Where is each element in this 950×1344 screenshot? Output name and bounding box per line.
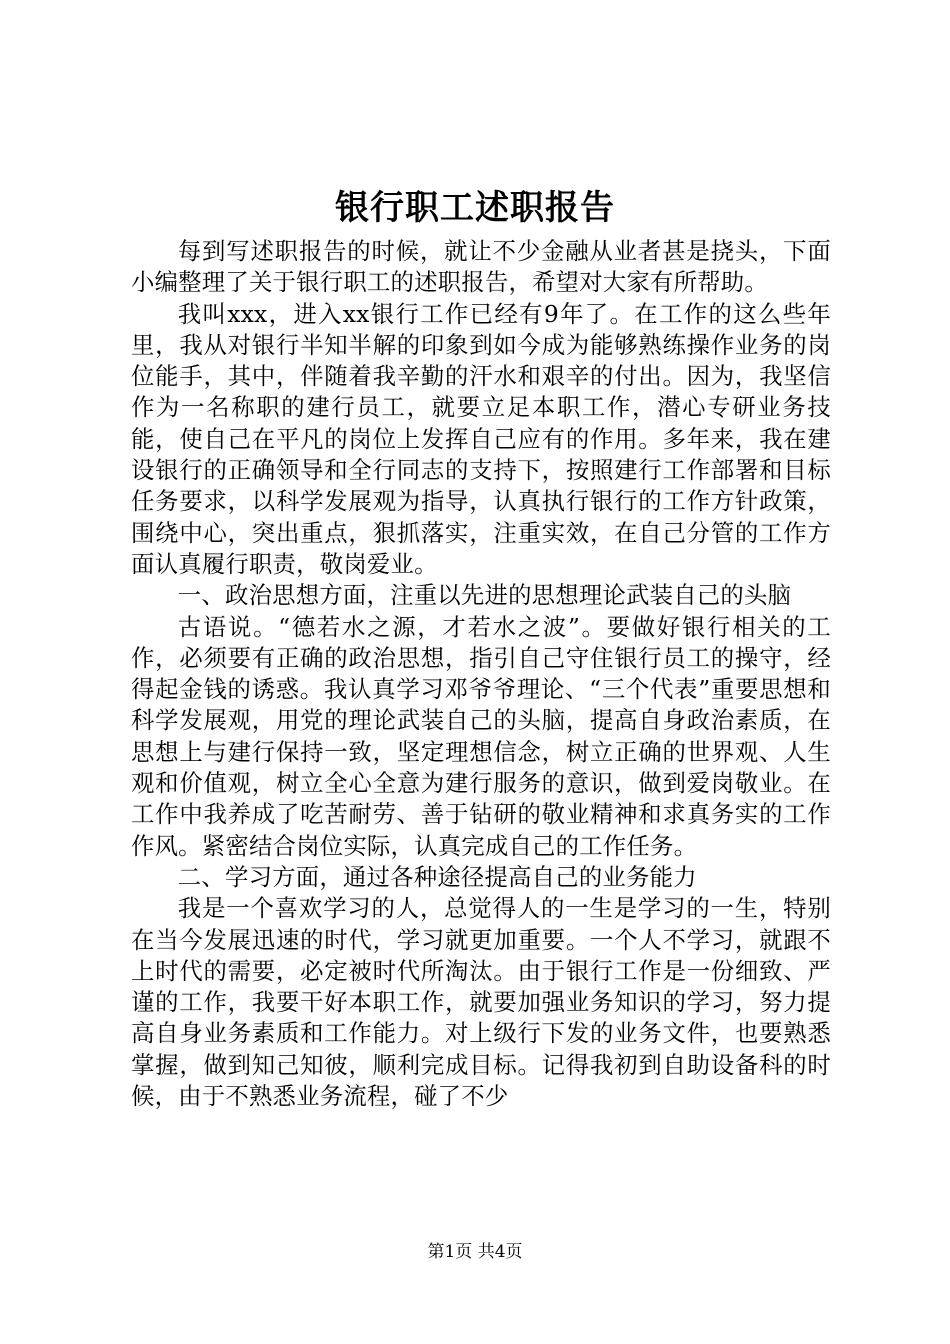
paragraph-intro: 每到写述职报告的时候，就让不少金融从业者甚是挠头，下面小编整理了关于银行职工的述职报告，希望对大家有所帮助。 — [131, 237, 831, 297]
document-title: 银行职工述职报告 — [335, 188, 615, 228]
section-heading-politics: 一、政治思想方面，注重以先进的思想理论武装自己的头脑 — [177, 581, 792, 610]
paragraph-study: 我是一个喜欢学习的人，总觉得人的一生是学习的一生，特别在当今发展迅速的时代，学习就更加重要。一个人不学习，就跟不上时代的需要，必定被时代所淘汰。由于银行工作是一份细致、严谨的工作，我要干好本职工作，就要加强业务知识的学习，努力提高自身业务素质和工作能力。对上级行下发的业务文件，也要熟悉掌握，做到知己知彼，顺利完成目标。记得我初到自助设备科的时候，由于不熟悉业务流程，碰了不少 — [131, 894, 831, 1111]
paragraph-politics: 古语说。“德若水之源，才若水之波”。要做好银行相关的工作，必须要有正确的政治思想，指引自己守住银行员工的操守，经得起金钱的诱惑。我认真学习邓爷爷理论、“三个代表”重要思想和科学发展观，用党的理论武装自己的头脑，提高自身政治素质，在思想上与建行保持一致，坚定理想信念，树立正确的世界观、人生观和价值观，树立全心全意为建行服务的意识，做到爱岗敬业。在工作中我养成了吃苦耐劳、善于钻研的敬业精神和求真务实的工作作风。紧密结合岗位实际，认真完成自己的工作任务。 — [131, 612, 831, 860]
document-body — [131, 236, 831, 1112]
paragraph-self-introduction: 我叫xxx，进入xx银行工作已经有9年了。在工作的这么些年里，我从对银行半知半解的印象到如今成为能够熟练操作业务的岗位能手，其中，伴随着我辛勤的汗水和艰辛的付出。因为，我坚信作为一名称职的建行员工，就要立足本职工作，潜心专研业务技能，使自己在平凡的岗位上发挥自己应有的作用。多年来，我在建设银行的正确领导和全行同志的支持下，按照建行工作部署和目标任务要求，以科学发展观为指导，认真执行银行的工作方针政策，围绕中心，突出重点，狠抓落实，注重实效，在自己分管的工作方面认真履行职责，敬岗爱业。 — [131, 299, 831, 578]
section-heading-study: 二、学习方面，通过各种途径提高自己的业务能力 — [177, 862, 697, 891]
page-number-footer: 第1页 共4页 — [427, 1242, 523, 1262]
